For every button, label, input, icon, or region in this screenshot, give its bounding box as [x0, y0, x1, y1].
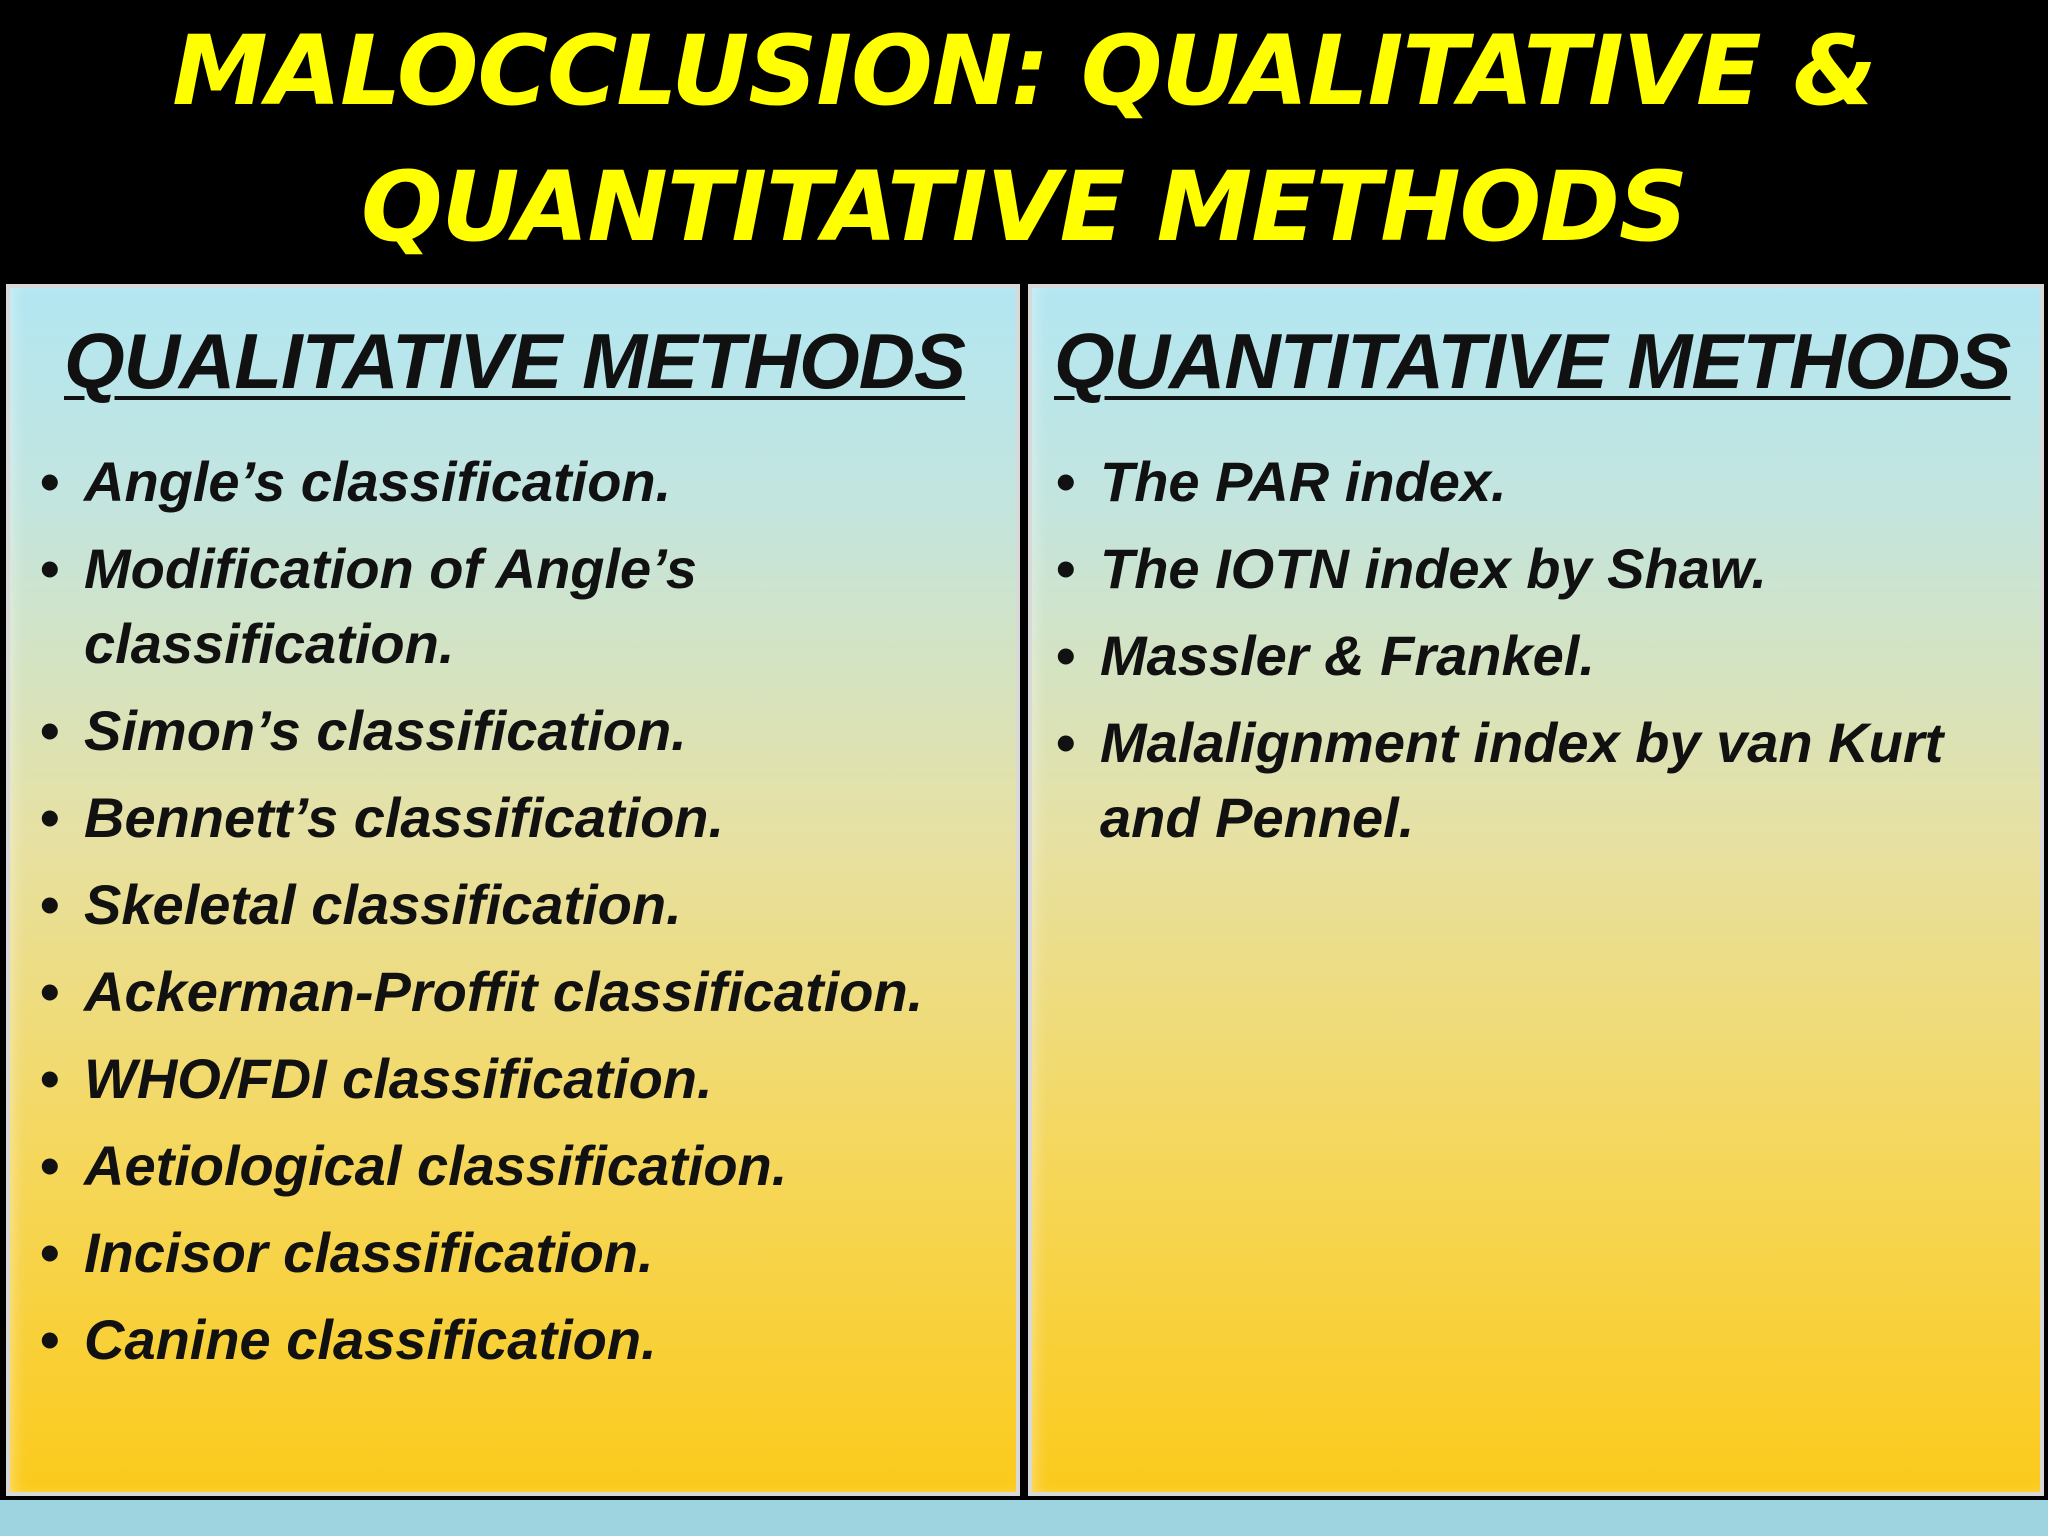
list-item: [1050, 705, 2040, 855]
list-item-text: Angle’s classification.: [84, 450, 672, 513]
bullet-icon: •: [40, 1221, 60, 1284]
list-item-text: Massler & Frankel.: [1100, 624, 1595, 687]
bullet-icon: •: [40, 1308, 60, 1371]
bullet-icon: •: [40, 960, 60, 1023]
list-item-text: Ackerman-Proffit classification.: [84, 960, 924, 1023]
list-item-text: WHO/FDI classification.: [84, 1047, 713, 1110]
list-item: [34, 1041, 1014, 1116]
list-item: [1050, 618, 2040, 693]
bullet-icon: •: [40, 786, 60, 849]
list-item-text: Bennett’s classification.: [84, 786, 725, 849]
qualitative-list: [34, 444, 1014, 1389]
list-item: [34, 1302, 1014, 1377]
title-bar: [0, 0, 2048, 278]
list-item-text: Simon’s classification.: [84, 699, 687, 762]
list-item: [1050, 531, 2040, 606]
bullet-icon: •: [40, 1047, 60, 1110]
list-item-text: Modification of Angle’s classification.: [84, 537, 697, 675]
quantitative-panel: [1028, 284, 2044, 1496]
list-item: [34, 1128, 1014, 1203]
bullet-icon: •: [1056, 624, 1076, 687]
list-item-text: Skeletal classification.: [84, 873, 682, 936]
bullet-icon: •: [40, 873, 60, 936]
bullet-icon: •: [1056, 450, 1076, 513]
list-item-text: Incisor classification.: [84, 1221, 654, 1284]
list-item-text: The IOTN index by Shaw.: [1100, 537, 1767, 600]
list-item: [34, 444, 1014, 519]
list-item: [34, 954, 1014, 1029]
list-item-text: Canine classification.: [84, 1308, 657, 1371]
list-item: [1050, 444, 2040, 519]
list-item-text: Malalignment index by van Kurt and Pennel.: [1100, 711, 1944, 849]
bullet-icon: •: [1056, 711, 1076, 774]
list-item-text: The PAR index.: [1100, 450, 1507, 513]
bullet-icon: •: [40, 537, 60, 600]
list-item: [34, 867, 1014, 942]
quantitative-heading: QUANTITATIVE METHODS: [1054, 317, 2011, 405]
qualitative-panel: [6, 284, 1020, 1496]
quantitative-list: [1050, 444, 2040, 867]
bullet-icon: •: [40, 450, 60, 513]
slide-title-line-2: QUANTITATIVE METHODS: [360, 151, 1688, 263]
list-item: [34, 1215, 1014, 1290]
bottom-strip: [0, 1500, 2048, 1536]
list-item: [34, 531, 1014, 681]
bullet-icon: •: [40, 1134, 60, 1197]
list-item: [34, 693, 1014, 768]
list-item-text: Aetiological classification.: [84, 1134, 788, 1197]
list-item: [34, 780, 1014, 855]
bullet-icon: •: [1056, 537, 1076, 600]
bullet-icon: •: [40, 699, 60, 762]
qualitative-heading: QUALITATIVE METHODS: [64, 317, 966, 405]
slide-title-line-1: MALOCCLUSION: QUALITATIVE &: [172, 15, 1876, 127]
